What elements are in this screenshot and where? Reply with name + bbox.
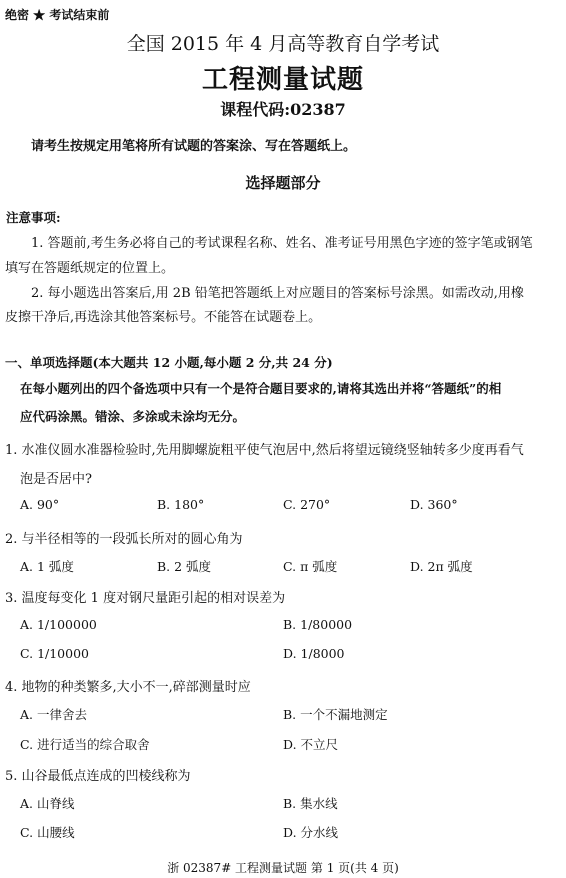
confidential-label: 绝密 ★ 考试结束前 — [5, 8, 110, 22]
note-1-line-2: 填写在答题纸规定的位置上。 — [5, 261, 175, 276]
note-1-line-1: 1. 答题前,考生务必将自己的考试课程名称、姓名、准考证号用黑色字迹的签字笔或钢笔 — [31, 236, 533, 251]
question-3-option-a: A. 1/100000 — [20, 617, 97, 632]
question-3-option-b: B. 1/80000 — [283, 617, 353, 632]
exam-title: 全国 2015 年 4 月高等教育自学考试 — [126, 33, 440, 55]
question-1-option-b: B. 180° — [157, 497, 205, 512]
question-3-option-d: D. 1/8000 — [283, 646, 345, 661]
note-2-line-2: 皮擦干净后,再选涂其他答案标号。不能答在试题卷上。 — [5, 310, 322, 325]
question-2-option-d: D. 2π 弧度 — [410, 559, 473, 574]
question-2-option-b: B. 2 弧度 — [157, 559, 212, 574]
question-5-option-d: D. 分水线 — [283, 825, 339, 840]
question-5-option-c: C. 山腰线 — [20, 825, 75, 840]
part-1-heading: 一、单项选择题(本大题共 12 小题,每小题 2 分,共 24 分) — [5, 355, 333, 370]
question-1-option-a: A. 90° — [20, 497, 60, 512]
question-2-option-a: A. 1 弧度 — [20, 559, 74, 574]
question-5-option-a: A. 山脊线 — [20, 796, 75, 811]
question-4-option-d: D. 不立尺 — [283, 737, 339, 752]
notes-heading: 注意事项: — [6, 210, 61, 225]
question-2-option-c: C. π 弧度 — [283, 559, 338, 574]
question-1-text-line-2: 泡是否居中? — [20, 472, 92, 487]
question-5-option-b: B. 集水线 — [283, 796, 338, 811]
question-2-text: 2. 与半径相等的一段弧长所对的圆心角为 — [5, 532, 243, 547]
section-title: 选择题部分 — [245, 174, 321, 192]
part-1-instruction-line-1: 在每小题列出的四个备选项中只有一个是符合题目要求的,请将其选出并将“答题纸”的相 — [20, 381, 502, 396]
question-1-option-c: C. 270° — [283, 497, 331, 512]
question-4-text: 4. 地物的种类繁多,大小不一,碎部测量时应 — [5, 680, 251, 695]
note-2-line-1: 2. 每小题选出答案后,用 2B 铅笔把答题纸上对应题目的答案标号涂黑。如需改动,用橡 — [31, 286, 524, 301]
question-4-option-a: A. 一律舍去 — [20, 707, 87, 722]
general-instruction: 请考生按规定用笔将所有试题的答案涂、写在答题纸上。 — [31, 139, 357, 154]
question-3-text: 3. 温度每变化 1 度对钢尺量距引起的相对误差为 — [5, 591, 286, 606]
question-1-text-line-1: 1. 水准仪圆水准器检验时,先用脚螺旋粗平使气泡居中,然后将望远镜绕竖轴转多少度再看气 — [5, 443, 524, 458]
question-1-option-d: D. 360° — [410, 497, 458, 512]
question-4-option-c: C. 进行适当的综合取舍 — [20, 737, 150, 752]
question-5-text: 5. 山谷最低点连成的凹棱线称为 — [5, 769, 191, 784]
page-footer: 浙 02387# 工程测量试题 第 1 页(共 4 页) — [167, 861, 399, 875]
course-code: 课程代码:02387 — [220, 100, 346, 119]
paper-title: 工程测量试题 — [201, 65, 364, 95]
question-3-option-c: C. 1/10000 — [20, 646, 89, 661]
part-1-instruction-line-2: 应代码涂黑。错涂、多涂或未涂均无分。 — [20, 409, 246, 424]
question-4-option-b: B. 一个不漏地测定 — [283, 707, 388, 722]
